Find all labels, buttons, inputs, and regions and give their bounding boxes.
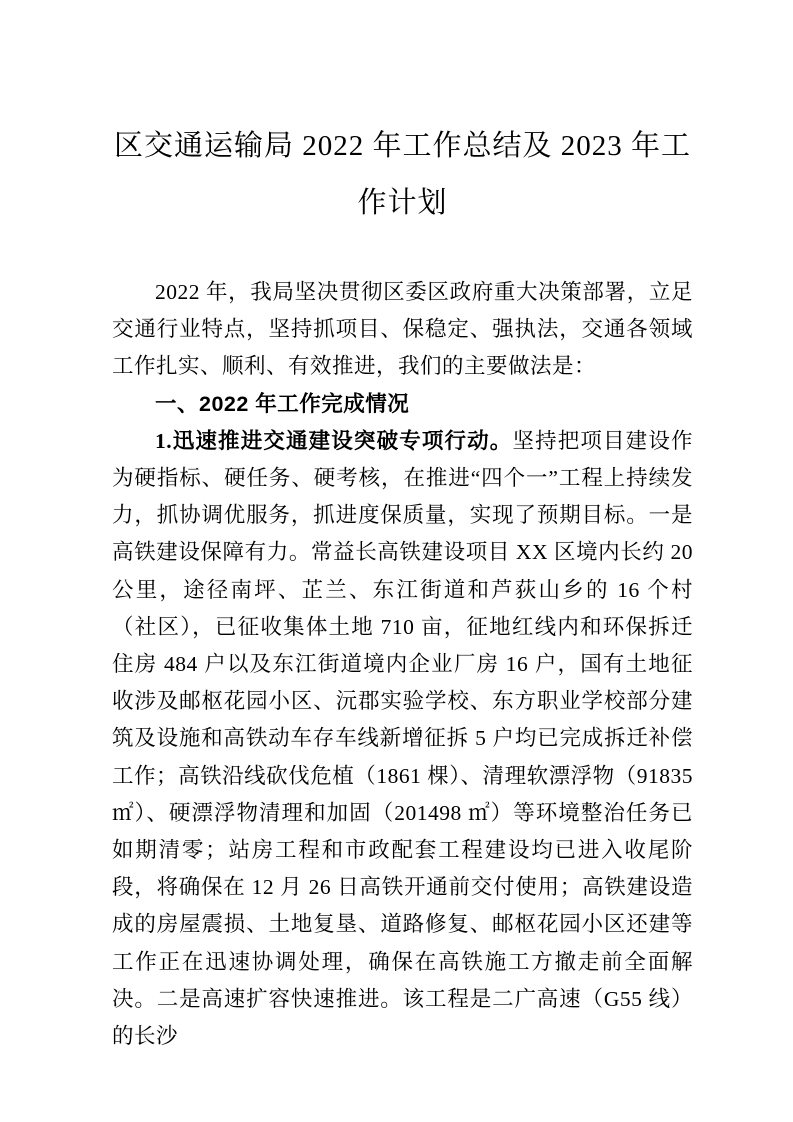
item-1-lead-bold: 1.迅速推进交通建设突破专项行动。 <box>155 428 513 453</box>
section-1-heading: 一、2022 年工作完成情况 <box>155 391 410 416</box>
document-body <box>112 274 693 1055</box>
document-title: 区交通运输局 2022 年工作总结及 2023 年工作计划 <box>113 130 691 219</box>
item-1-paragraph <box>112 423 693 1055</box>
item-1-body-text: 坚持把项目建设作为硬指标、硬任务、硬考核，在推进“四个一”工程上持续发力，抓协调优服务，抓进度保质量，实现了预期目标。一是高铁建设保障有力。常益长高铁建设项目 XX 区境内长约 20 公里，途径南坪、芷兰、东江街道和芦荻山乡的 16 个村（社区），已征收集体土地 710 亩，征地红线内和环保拆迁住房 484 户以及东江街道境内企业厂房 16 户，国有土地征收涉及邮枢花园小区、沅郡实验学校、东方职业学校部分建筑及设施和高铁动车存车线新增征拆 5 户均已完成拆迁补偿工作；高铁沿线砍伐危植（1861 棵）、清理软漂浮物（91835 ㎡）、硬漂浮物清理和加固（201498 ㎡）等环境整治任务已如期清零；站房工程和市政配套工程建设均已进入收尾阶段，将确保在 12 月 26 日高铁开通前交付使用；高铁建设造成的房屋震损、土地复垦、道路修复、邮枢花园小区还建等工作正在迅速协调处理，确保在高铁施工方撤走前全面解决。二是高速扩容快速推进。该工程是二广高速（G55 线）的长沙 <box>112 428 693 1049</box>
intro-paragraph: 2022 年，我局坚决贯彻区委区政府重大决策部署，立足交通行业特点，坚持抓项目、保稳定、强执法，交通各领域工作扎实、顺利、有效推进，我们的主要做法是： <box>112 280 693 379</box>
